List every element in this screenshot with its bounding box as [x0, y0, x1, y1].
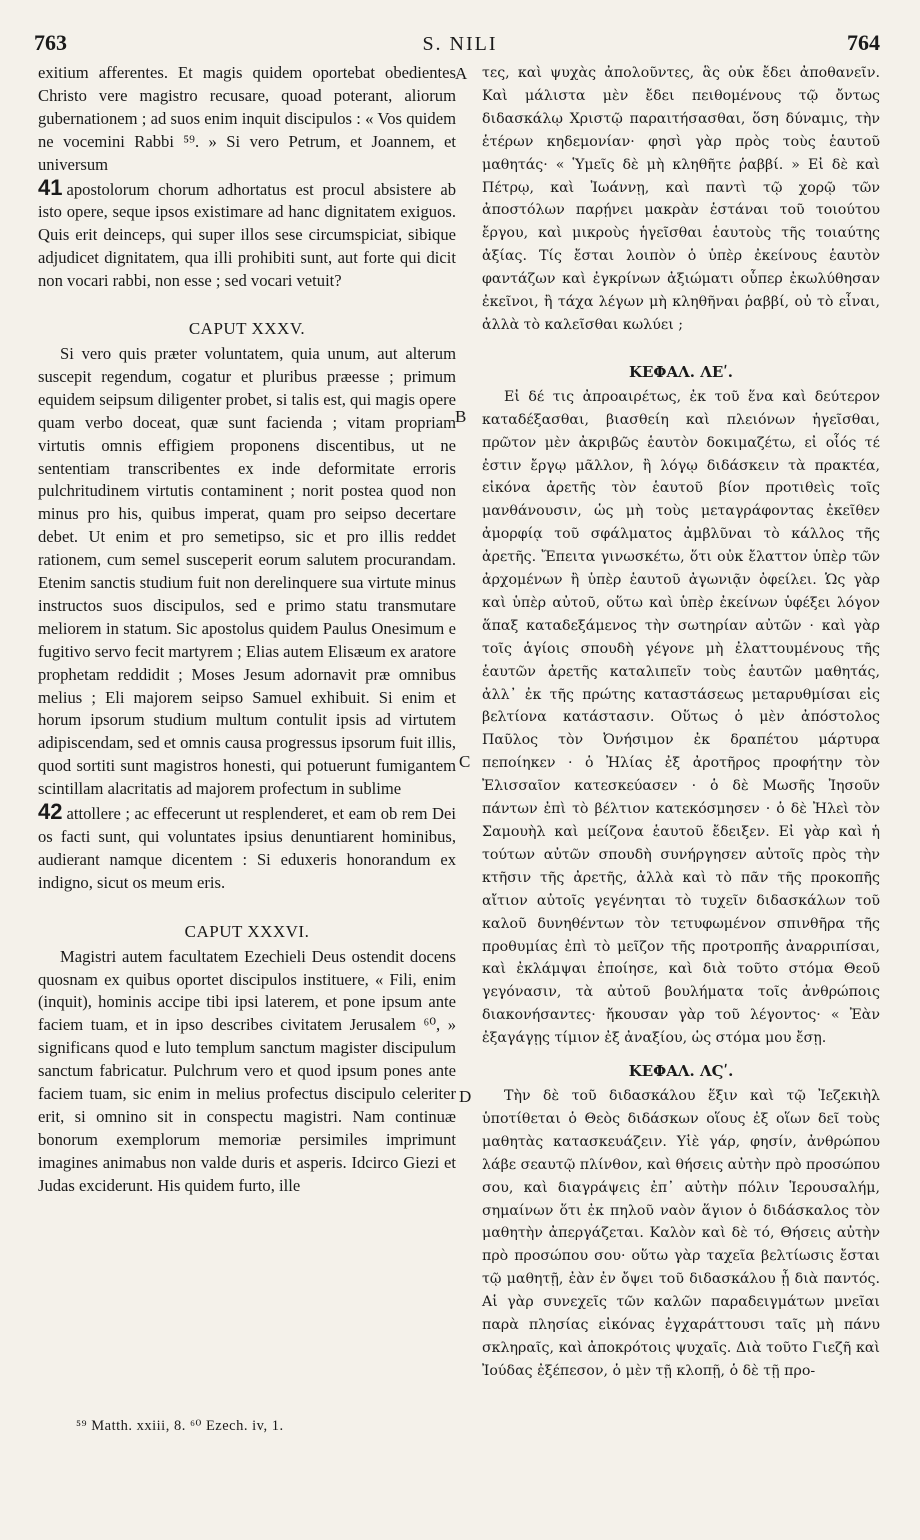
- margin-letter-b: B: [455, 407, 467, 426]
- chapter-heading: CAPUT XXXV.: [188, 319, 306, 339]
- running-title: S. NILI: [422, 33, 498, 55]
- page-number-right: 764: [847, 30, 880, 55]
- latin-column: [38, 62, 456, 1198]
- margin-letter-a: A: [455, 64, 468, 83]
- column-number-marker: 42: [38, 799, 63, 825]
- latin-text: apostolorum chorum adhortatus est procul absistere ab isto opere, seque ipsos existimare ad hanc dignitatem exiguos. Quis erit deinceps, qui super illos sese circumspiciat, sibique adjudicet dignitatem, qua illi prohibiti sunt, aut forte qui dicit non vocari rabbi, non esse ; sed vocari vetuit?: [38, 179, 456, 291]
- margin-letter-c: C: [459, 752, 471, 771]
- chapter-heading: ΚΕΦΑΛ. ΛϚʹ.: [628, 1062, 734, 1081]
- greek-paragraph: Τὴν δὲ τοῦ διδασκάλου ἕξιν καὶ τῷ Ἰεζεκιὴλ ὑποτίθεται ὁ Θεὸς διδάσκων οἵους ἐξ οἵων δεῖ τοὺς μαθητὰς κατασκευάζειν. Υἱὲ γάρ, φησίν, ἀνθρώπου λάβε σεαυτῷ πλίνθον, καὶ θήσεις αὐτὴν πρὸ προσώπου σου, καὶ διαγράψεις ἐπ᾽ αὐτὴν πόλιν Ἱερουσαλήμ, σημαίνων ὅτι ἐκ πηλοῦ ναὸν ἅγιον ὁ διδάσκαλος τὸν μαθητὴν ἀπεργάζεται. Καλὸν καὶ δὲ τό, Θήσεις αὐτὴν πρὸ προσώπου σου· οὕτω γὰρ ταχεῖα βελτίωσις ἔσται τῷ μαθητῇ, ἐὰν ἐν ὄψει τοῦ διδασκάλου ᾖ διὰ παντός. Αἱ γὰρ συνεχεῖς τῶν καλῶν παραδειγμάτων μνεῖαι παρὰ πλησίας εἰκόνας ἐγχαράττουσι ταῖς μὴ πάνυ σκληραῖς, καὶ ἀποκρότοις ψυχαῖς. Διὰ τοῦτο Γιεζῆ καὶ Ἰούδας ἐξέπεσον, ὁ μὲν τῇ κλοπῇ, ὁ δὲ τῇ προ-: [482, 1087, 881, 1379]
- greek-column: [482, 62, 880, 1383]
- latin-paragraph: [38, 62, 456, 293]
- greek-paragraph: Εἰ δέ τις ἀπροαιρέτως, ἐκ τοῦ ἕνα καὶ δεύτερον καταδέξασθαι, βιασθείη καὶ πλειόνων ἡγεῖσθαι, πρῶτον μὲν ἀκριβῶς ἑαυτὸν δοκιμαζέτω, εἰ οἷός τέ ἐστιν ἔργῳ μᾶλλον, ἢ λόγῳ διδάσκειν τὰ πρακτέα, εἰκόνα ἀρετῆς τὸν ἑαυτοῦ βίον προτιθεὶς τοῖς μανθάνουσιν, ὡς μὴ τοὺς μεταγράφοντας ἐκεῖθεν ἀμορφίᾳ τοῦ σφάλματος ἀμβλῦναι τὸ κάλλος τῆς ἀρετῆς. Ἔπειτα γινωσκέτω, ὅτι οὐκ ἔλαττον ὑπὲρ τῶν ἀρχομένων ἢ ὑπὲρ ἑαυτοῦ ἀγωνιᾷν ὀφείλει. Ὡς γὰρ καὶ ὑπὲρ αὐτοῦ, οὕτω καὶ ὑπὲρ ἐκείνων ὑφέξει λόγον ἅπαξ καταδεξάμενος τὴν σωτηρίαν αὐτῶν · καὶ γὰρ τοῖς ἁγίοις σπουδὴ γέγονε μὴ ἐλαττουμένους τῆς ἑαυτῶν ἀρετῆς καταλιπεῖν τοὺς ἑαυτῶν μαθητάς, ἀλλ᾽ ἐκ τῆς πρώτης καταστάσεως μεταρυθμίσαι εἰς βελτίονα κατάστασιν. Οὕτως ὁ μὲν ἀπόστολος Παῦλος τὸν Ὀνήσιμον ἐκ δραπέτου μάρτυρα πεποίηκεν · ὁ Ἠλίας ἐξ ἀροτῆρος προφήτην τὸν Ἐλισσαῖον κατεσκεύασεν · ὁ δὲ Μωσῆς Ἰησοῦν πάντων ἐπὶ τὸ βέλτιον κατεκόσμησεν · ὁ δὲ Ἠλεὶ τὸν Σαμουὴλ καὶ μείζονα ἑαυτοῦ ἔδειξεν. Εἰ γὰρ καὶ ἡ τούτων αὐτῶν σπουδὴ συνήργησεν αὐτοῖς πρὸς τὴν κτῆσιν τῆς ἀρετῆς, ἀλλὰ καὶ τὸ πᾶν τῆς προκοπῆς αἴτιον αὐτοῖς γεγένηται τὸ τυχεῖν διδασκάλων τοῦ καλοῦ δυνηθέντων τὸν τετυφωμένον σπινθῆρα τῆς προθυμίας ἐπὶ τὸ μεῖζον τῆς προτροπῆς ἀναρριπίσαι, καὶ ἐκλάμψαι ἐποίησε, καὶ διὰ τοῦτο στόμα Θεοῦ γεγόνασιν, τὰ αὐτοῦ βουλήματα τοῖς ἀνθρώποις διακονήσαντες· ἤκουσαν γὰρ τοῦ λέγοντος· « Ἐὰν ἐξαγάγῃς τίμιον ἐξ ἀναξίου, ὡς στόμα μου ἔσῃ.: [482, 388, 880, 1047]
- latin-text: exitium afferentes. Et magis quidem oportebat obedientes Christo vere magistro recusare, quoad poterant, aliorum gubernationem ; ad suos enim inquit discipulos : « Vos quidem ne vocemini Rabbi ⁵⁹. » Si vero Petrum, et Joannem, et universum: [38, 63, 456, 174]
- chapter-heading: CAPUT XXXVI.: [184, 921, 310, 941]
- latin-text: Si vero quis præter voluntatem, quia unum, aut alterum suscepit regendum, cogatur et pluribus præesse ; primum equidem seipsum diligenter probet, si talis est, qui magis opere quam verbo doceat, quæ sunt facienda ; vitam propriam virtutis omnis effigiem proponens discentibus, ut ne sententiam transcribentes ex inde deformitate erroris pulchritudinem virtutis contaminent ; norit postea quod non minus pro his, quibus imperat, quam pro seipso decertare debet. Ut enim et pro semetipso, sic et pro illis reddet rationem, cum semel susceperit eorum salutem procurandam. Etenim sanctis studium fuit non derelinquere sua virtute minus instructos suos discipulos, sed e primo statu transmutare meliorem in statum. Sic apostolus quidem Paulus Onesimum e fugitivo servo fecit martyrem ; Elias autem Elisæum ex aratore prophetam reddidit ; Moses Jesum adornavit præ omnibus melius ; Eli majorem seipso Samuel exhibuit. Si enim et horum ipsorum studium multum contulit ipsis ad virtutem adipiscendam, sed et omnis causa progressus ipsorum fuit illis, quod sortiti sunt magistros honesti, qui potuerunt fumigantem scintillam alacritatis ad majorem profectum in sublime: [38, 343, 456, 799]
- page-number-left: 763: [34, 30, 67, 55]
- margin-letter-d: D: [459, 1087, 472, 1106]
- footnotes: ⁵⁹ Matth. xxiii, 8. ⁶⁰ Ezech. iv, 1.: [76, 1418, 284, 1434]
- column-number-marker: 41: [38, 174, 63, 200]
- latin-paragraph: [38, 343, 456, 895]
- greek-paragraph: τες, καὶ ψυχὰς ἀπολοῦντες, ἃς οὐκ ἔδει ἀποθανεῖν. Καὶ μάλιστα μὲν ἔδει πειθομένους τῷ ὄντως διδασκάλῳ Χριστῷ παραιτήσασθαι, ὅση δύναμις, τὴν ἑτέρων κηδεμονίαν· φησὶ γὰρ πρὸς τοὺς ἑαυτοῦ μαθητάς· « Ὑμεῖς δὲ μὴ κληθῆτε ῥαββί. » Εἰ δὲ καὶ Πέτρῳ, καὶ Ἰωάννῃ, καὶ παντὶ τῷ χορῷ τῶν ἀποστόλων παρῄνει μακρὰν ἑστάναι τοῦ τοιούτου ἔργου, καὶ μικροὺς ἡγεῖσθαι ἑαυτοὺς τῆς τοιαύτης ἀξίας. Τίς ἔσται λοιπὸν ὁ ὑπὲρ ἐκείνους ἑαυτὸν φαντάζων καὶ ἐγκρίνων ἀξιώματι οὗπερ ἐκωλύθησαν ἐκεῖνοι, ἢ τάχα λέγων μὴ κληθῆναι ῥαββί, οὐ τὸ εἶναι, ἀλλὰ τὸ καλεῖσθαι κωλύει ;: [482, 65, 880, 333]
- latin-paragraph: Magistri autem facultatem Ezechieli Deus ostendit docens quosnam ex quibus oportet discipulos instituere, « Fili, enim (inquit), hominis accipe tibi ipsi laterem, et pone ipsum ante faciem tuam, et in ipso describes civitatem Jerusalem ⁶⁰, » significans quod e luto templum sanctum magister discipulum sanctum fabricatur. Pulchrum vero et quod ipsum pones ante faciem tuam, sic enim in melius profectus discipulo celeriter erit, si omnino sit in conspectu magistri. Nam continuæ bonorum exemplorum memoriæ persimiles imprimunt imagines animabus non valde duris et asperis. Idcirco Giezi et Judas exciderunt. His quidem furto, ille: [38, 946, 456, 1195]
- chapter-heading: ΚΕΦΑΛ. ΛΕʹ.: [628, 362, 734, 381]
- latin-text: attollere ; ac effecerunt ut resplenderet, et eam ob rem Dei os facti sunt, qui voluntates ipsius denuntiarent hominibus, audierant namque dicentem : Si eduxeris honorandum ex indigno, sicut os meum eris.: [38, 804, 456, 892]
